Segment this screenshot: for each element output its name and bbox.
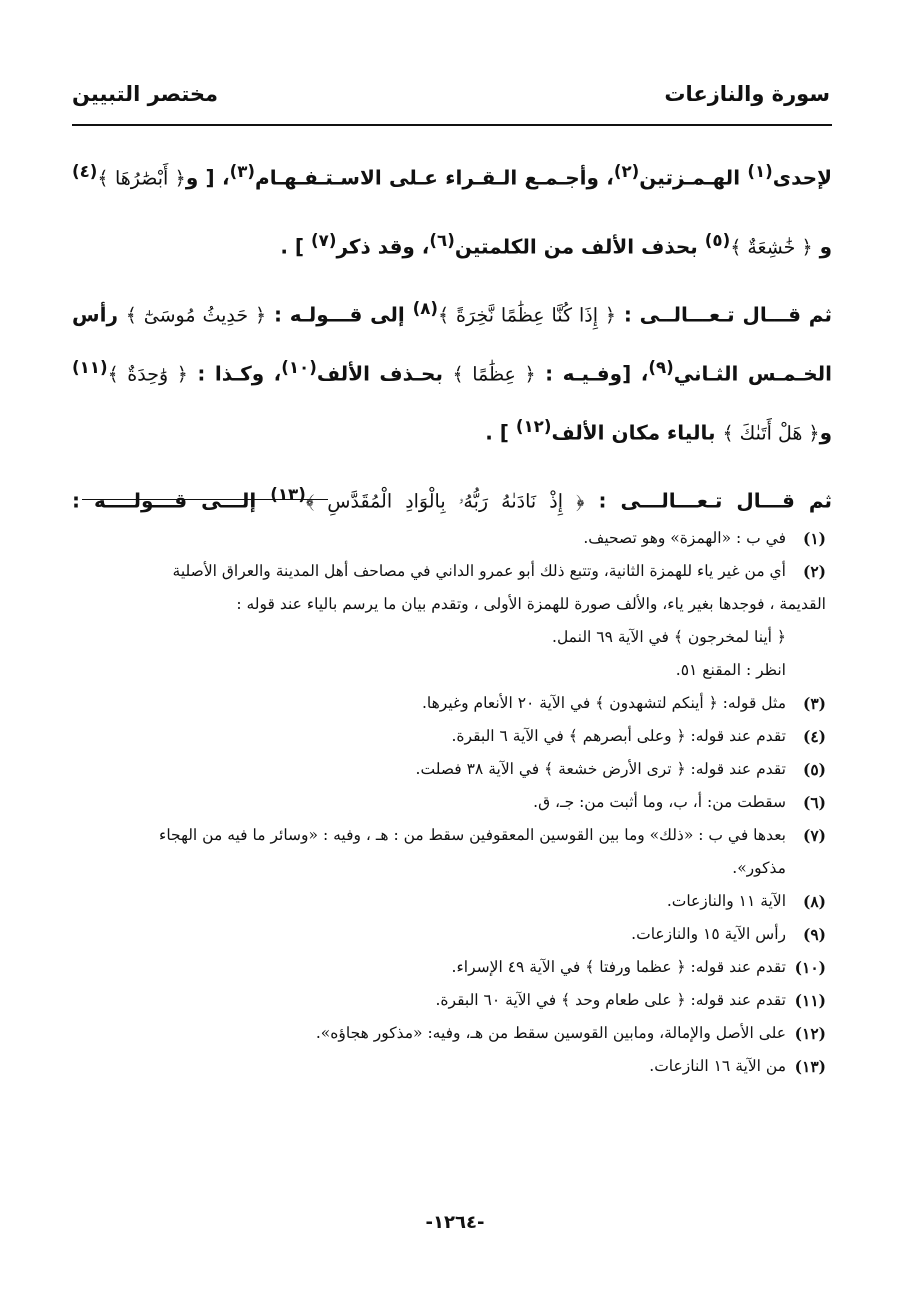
footnote-text: بعدها في ب : «ذلك» وما بين القوسين المعقوفين سقط من : هـ ، وفيه : «وسائر ما فيه من الهجاء <box>159 826 786 844</box>
footnote-text: القديمة ، فوجدها بغير ياء، والألف صورة للهمزة الأولى ، وتقدم بيان ما يرسم بالياء عند قوله : <box>236 595 826 613</box>
paragraph-2-line-1 <box>72 283 832 342</box>
paragraph-1-line-2 <box>72 215 832 274</box>
footnote-text: رأس الآية ١٥ والنازعات. <box>631 925 786 943</box>
footnote-text: تقدم عند قوله: ﴿ على طعام وحد ﴾ في الآية ٦٠ البقرة. <box>435 991 786 1009</box>
footnote-ref[interactable]: (٧) <box>311 230 337 250</box>
quran-word: ﴿ وَٰحِدَةٌ ﴾ <box>107 363 188 386</box>
footnote-ref[interactable]: (٦) <box>429 230 455 250</box>
footnote-number: (١١) <box>794 991 826 1010</box>
text: بالياء مكان الألف <box>551 420 716 445</box>
footnote-text: ﴿ أينا لمخرجون ﴾ في الآية ٦٩ النمل. <box>552 628 786 646</box>
text: لإحدى <box>772 165 832 190</box>
footnote-number: (١٠) <box>794 958 826 977</box>
text: الخـمـس الثـاني <box>673 361 832 386</box>
footnote-indent <box>786 654 826 687</box>
text: و <box>819 420 832 445</box>
text: ] . <box>485 420 509 445</box>
main-text <box>72 146 832 538</box>
footnote-text: تقدم عند قوله: ﴿ عظما ورفتا ﴾ في الآية ٤٩ الإسراء. <box>451 958 786 976</box>
header-rule <box>72 124 832 126</box>
text: ، [وفـيـه : <box>545 361 649 386</box>
footnote-5 <box>72 753 826 786</box>
footnote-8 <box>72 885 826 918</box>
footnote-number: (٨) <box>802 892 826 911</box>
footnote-ref[interactable]: (٨) <box>412 299 439 319</box>
footnote-ref[interactable]: (١٢) <box>515 416 552 436</box>
footnote-text: أي من غير ياء للهمزة الثانية، وتتبع ذلك أبو عمرو الداني في مصاحف أهل المدينة والعراق الأصلية <box>172 562 786 580</box>
page-number: -١٢٦٤- <box>425 1212 485 1233</box>
footnote-number: (٢) <box>802 562 826 581</box>
footnote-text: مثل قوله: ﴿ أينكم لتشهدون ﴾ في الآية ٢٠ الأنعام وغيرها. <box>421 694 786 712</box>
footnote-number: (٧) <box>802 826 826 845</box>
quran-verse: ﴿ حَدِيثُ مُوسَىٰٓ ﴾ <box>125 304 267 327</box>
quran-word: ﴿ خَٰشِعَةٌ ﴾ <box>730 236 813 259</box>
footnote-indent <box>786 852 826 885</box>
paragraph-1-line-1 <box>72 146 832 205</box>
footnote-text: في ب : «الهمزة» وهو تصحيف. <box>583 529 786 547</box>
footnotes <box>72 522 826 1083</box>
footnote-number: (١٢) <box>794 1024 826 1043</box>
paragraph-2-line-3 <box>72 401 832 460</box>
footnote-ref[interactable]: (١) <box>747 162 773 181</box>
text: ثم قـــال تـعـــالــى : <box>623 302 832 327</box>
paragraph-2-line-2 <box>72 342 832 401</box>
footnote-text: مذكور». <box>732 859 786 877</box>
footnote-text: سقطت من: أ، ب، وما أثبت من: جـ، ق. <box>533 793 786 811</box>
footnote-number: (٩) <box>802 925 826 944</box>
text: و <box>819 234 832 259</box>
footnote-ref[interactable]: (١٠) <box>281 357 317 377</box>
text: ] . <box>280 234 305 259</box>
quran-word: ﴿ عِظَٰمًا ﴾ <box>452 363 536 386</box>
footnote-text: من الآية ١٦ النازعات. <box>649 1057 786 1075</box>
footnote-text: على الأصل والإمالة، ومابين القوسين سقط من هـ، وفيه: «مذكور هجاؤه». <box>315 1024 786 1042</box>
footnote-separator <box>82 499 328 500</box>
text: ، [ و <box>185 165 230 190</box>
footnote-ref[interactable]: (٣) <box>229 162 256 181</box>
footnote-number: (٦) <box>802 793 826 812</box>
footnote-ref[interactable]: (٤) <box>72 162 98 181</box>
footnote-text: انظر : المقنع ٥١. <box>675 661 786 679</box>
footnote-12 <box>72 1017 826 1050</box>
footnote-6 <box>72 786 826 819</box>
footnote-9 <box>72 918 826 951</box>
footnote-4 <box>72 720 826 753</box>
quran-word: ﴿ أَبْصَٰرُهَا ﴾ <box>97 167 186 190</box>
footnote-2-cont-2 <box>72 621 826 654</box>
text: إلى قـــولـه : <box>273 302 405 327</box>
footnote-ref[interactable]: (١٣) <box>270 485 306 505</box>
text: ثم قـــال تـعـــالـــى : <box>598 488 833 513</box>
footnote-10 <box>72 951 826 984</box>
footnote-2-cont-3 <box>72 654 826 687</box>
footnote-2-cont-1 <box>72 588 826 621</box>
running-header-surah: سورة والنازعات <box>664 82 830 106</box>
footnote-text: تقدم عند قوله: ﴿ وعلى أبصرهم ﴾ في الآية ٦ البقرة. <box>451 727 786 745</box>
footnote-ref[interactable]: (١١) <box>72 357 108 377</box>
text: ، وأجـمـع الـقـراء عـلى الاسـتـفـهـام <box>255 165 614 190</box>
quran-verse: ﴿ إِذْ نَادَىٰهُ رَبُّهُۥ بِالْوَادِ الْمُقَدَّسِ ﴾ <box>305 490 585 513</box>
footnote-3 <box>72 687 826 720</box>
footnote-number: (٣) <box>802 694 826 713</box>
text: إلـــى قـــولــــه : <box>72 488 257 513</box>
quran-verse: ﴿ إِذَا كُنَّا عِظَٰمًا نَّخِرَةً ﴾ <box>438 304 616 327</box>
text: الهـمـزتين <box>639 165 741 190</box>
text: رأس <box>72 302 118 327</box>
footnote-number: (١) <box>802 529 826 548</box>
footnote-ref[interactable]: (٢) <box>613 162 640 181</box>
footnote-7 <box>72 819 826 852</box>
footnote-indent <box>786 621 826 654</box>
footnote-2 <box>72 555 826 588</box>
quran-word: ﴿ هَلْ أَتَىٰكَ ﴾ <box>722 422 820 445</box>
footnote-text: الآية ١١ والنازعات. <box>666 892 786 910</box>
footnote-number: (٤) <box>802 727 826 746</box>
footnote-13 <box>72 1050 826 1083</box>
footnote-ref[interactable]: (٥) <box>704 230 731 250</box>
footnote-ref[interactable]: (٩) <box>648 357 674 377</box>
text: بحذف الألف من الكلمتين <box>454 234 698 259</box>
footnote-11 <box>72 984 826 1017</box>
footnote-text: تقدم عند قوله: ﴿ ترى الأرض خشعة ﴾ في الآية ٣٨ فصلت. <box>415 760 786 778</box>
footnote-number: (١٣) <box>794 1057 826 1076</box>
footnote-number: (٥) <box>802 760 826 779</box>
text: ، وقد ذكر <box>336 234 430 259</box>
footnote-7-cont <box>72 852 826 885</box>
footnote-1 <box>72 522 826 555</box>
text: بحـذف الألف <box>316 361 443 386</box>
text: ، وكـذا : <box>197 361 282 386</box>
running-header-book: مختصر التبيين <box>72 82 219 106</box>
